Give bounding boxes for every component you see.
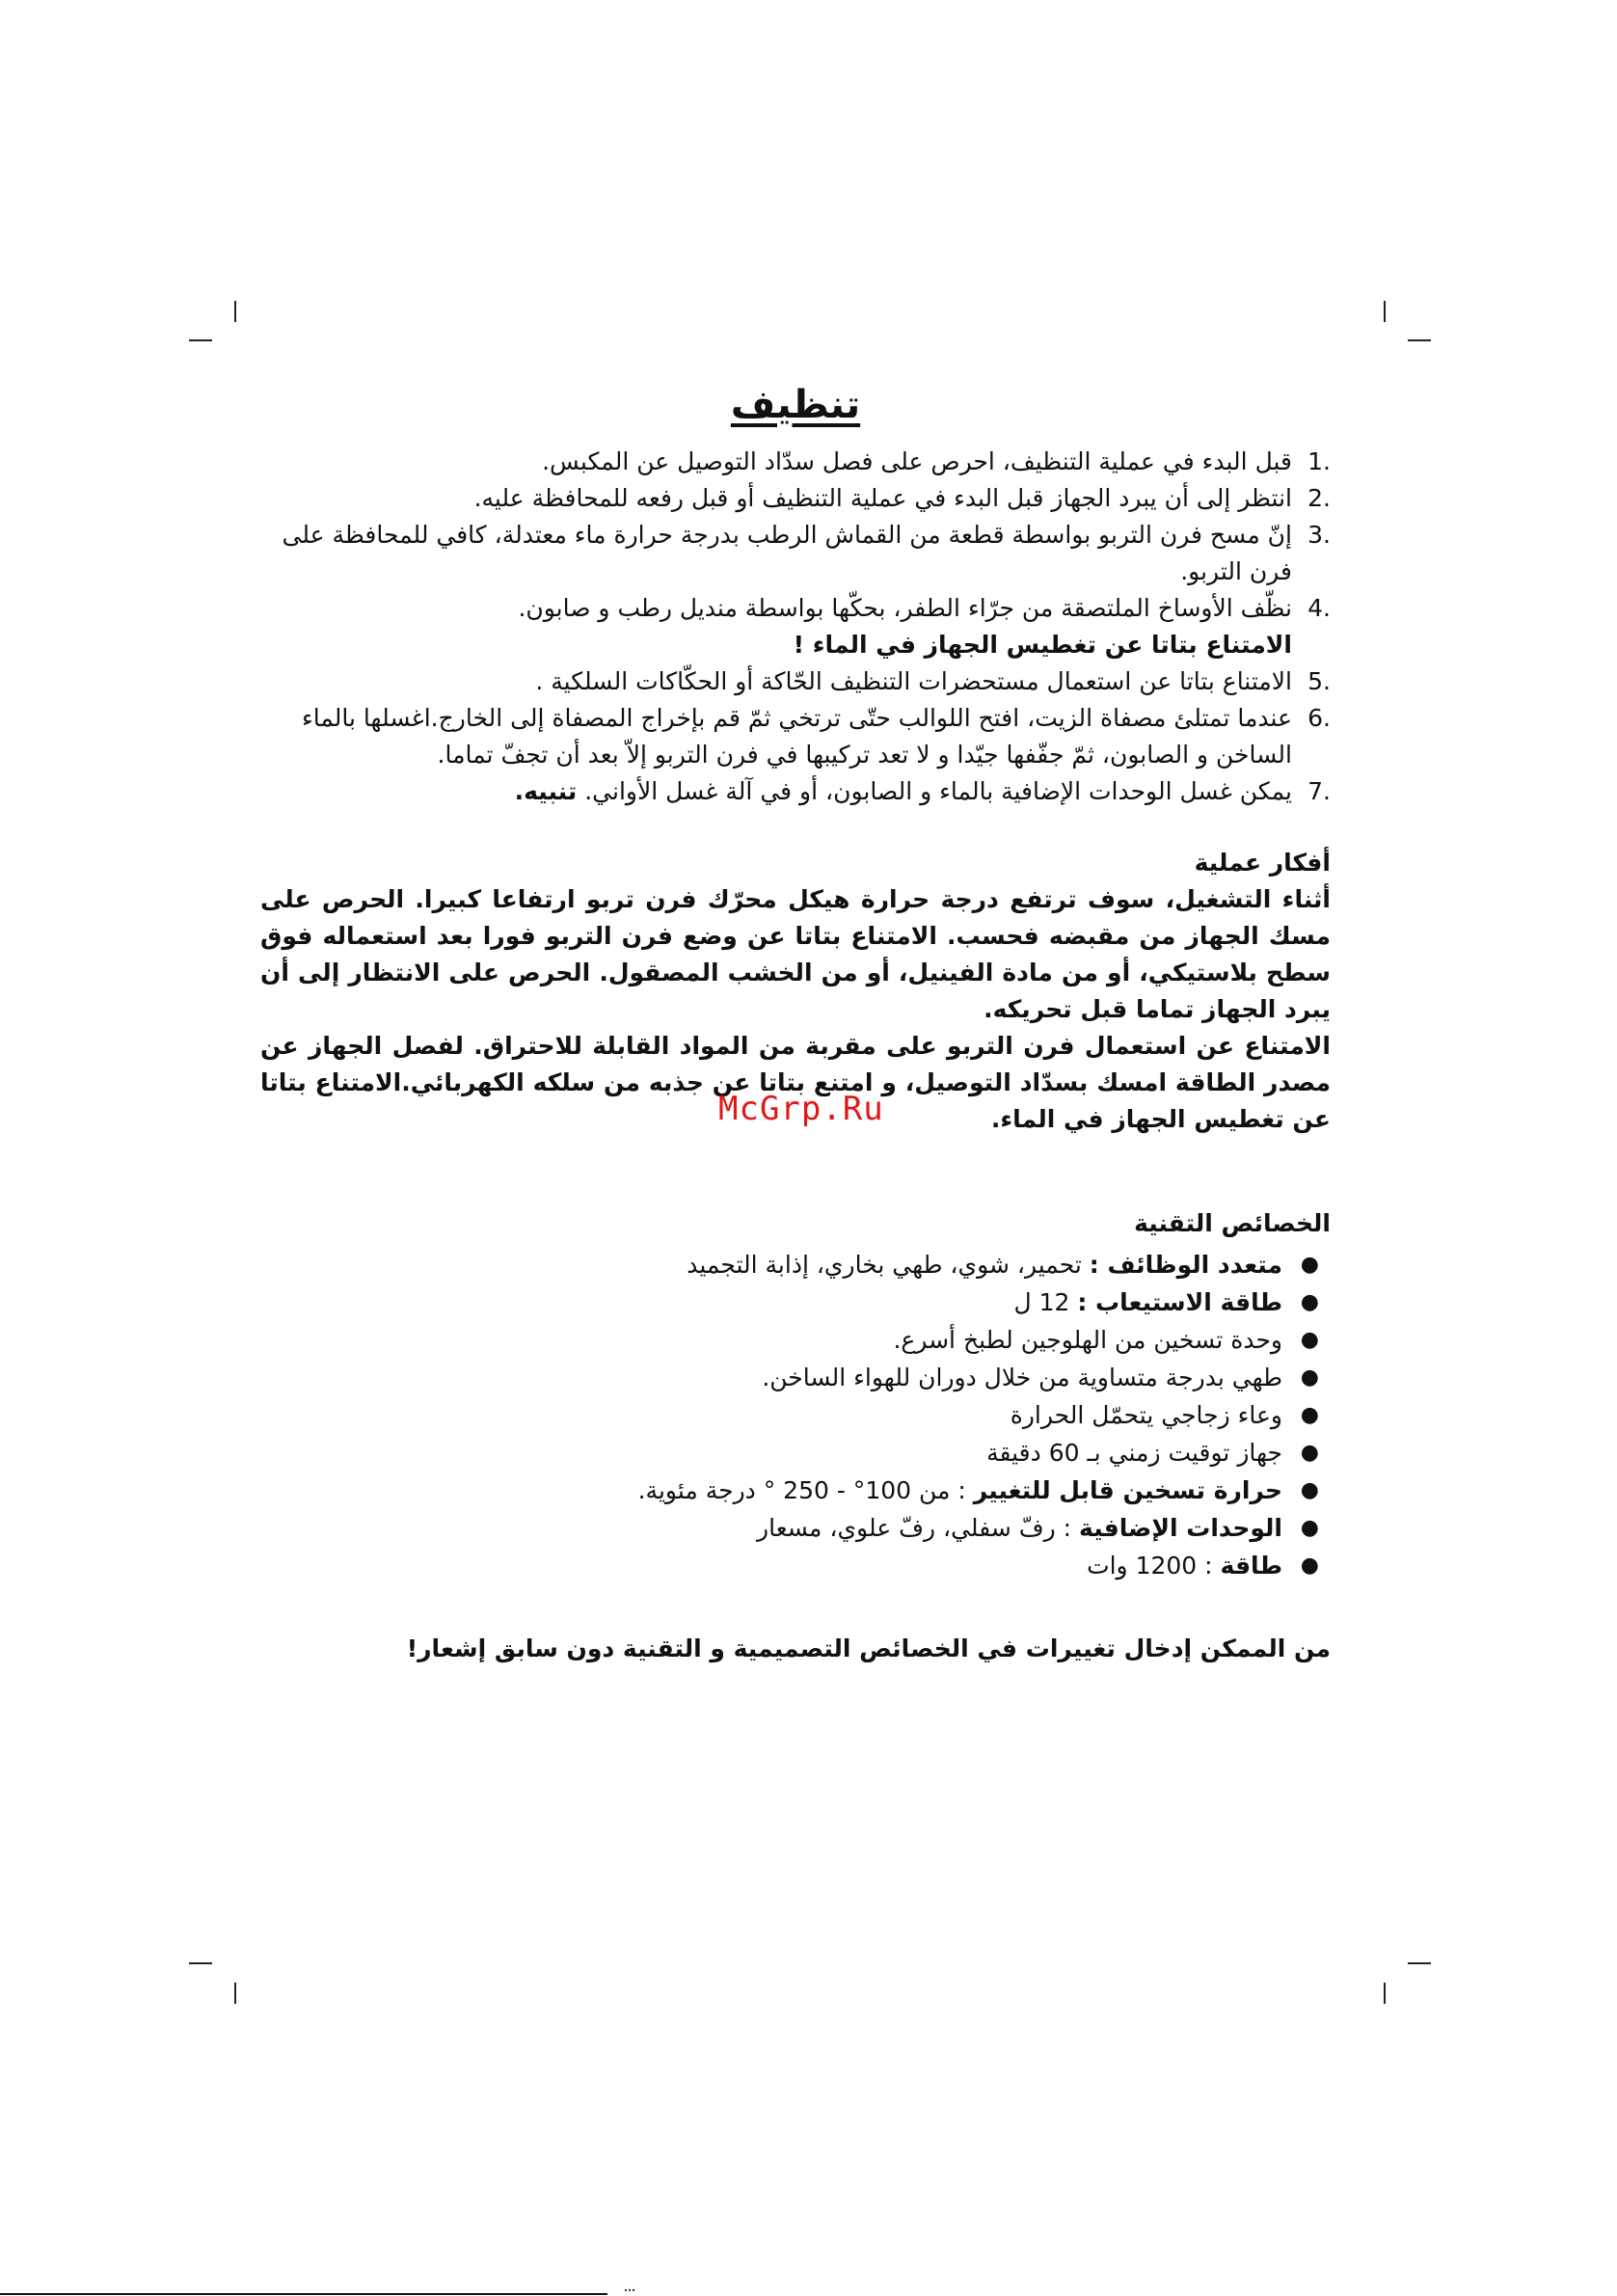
list-item [260,1472,1331,1509]
spec-value: تحمير، شوي، طهي بخاري، إذابة التجميد [687,1251,1090,1279]
bullet-icon: ● [1300,1553,1319,1578]
bullet-icon: ● [1300,1403,1319,1427]
spec-label: متعدد الوظائف : [1089,1251,1282,1279]
list-item [260,1283,1331,1321]
crop-mark [189,339,212,341]
bullet-icon: ● [1300,1328,1319,1352]
spec-value: : 1200 وات [1087,1552,1221,1580]
crop-mark [1384,301,1386,322]
spec-value: : من 100° - 250 ° درجة مئوية. [637,1476,974,1504]
spec-value: طهي بدرجة متساوية من خلال دوران للهواء الساخن. [762,1364,1282,1391]
step-text: الامتناع بتاتا عن استعمال مستحضرات التنظيف الحّاكة أو الحكّاكات السلكية . [535,667,1292,695]
step-text: إنّ مسح فرن التربو بواسطة قطعة من القماش الرطب بدرجة حرارة ماء معتدلة، كافي للمحافظة على فرن التربو. [282,521,1292,585]
step-number: .3 [1307,521,1331,549]
crop-mark [1408,1962,1431,1964]
bottom-mark [625,2289,634,2295]
step-number: .1 [1307,447,1331,475]
step-text: انتظر إلى أن يبرد الجهاز قبل البدء في عملية التنظيف أو قبل رفعه للمحافظة عليه. [473,484,1292,512]
list-item [260,1509,1331,1547]
bullet-icon: ● [1300,1441,1319,1465]
page-title: تنظيف [730,383,861,427]
list-item [260,773,1331,810]
list-item [260,700,1331,773]
list-item [260,1246,1331,1283]
list-item [260,444,1331,480]
tips-paragraph: الامتناع عن استعمال فرن التربو على مقربة من المواد القابلة للاحتراق. لفصل الجهاز عن مصدر الطاقة امسك بسدّاد التوصيل، و امتنع بتاتا عن جذبه من سلكه الكهربائي.الامتناع بتاتا عن تغطيس الجهاز في الماء. [260,1032,1331,1133]
step-note: تنبيه. [514,777,578,805]
specs-heading: الخصائص التقنية [1134,1209,1331,1237]
spec-value: : رفّ سفلي، رفّ علوي، مسعار [757,1514,1080,1542]
step-text: عندما تمتلئ مصفاة الزيت، افتح اللوالب حتّى ترتخي ثمّ قم بإخراج المصفاة إلى الخارج.اغسلها بالماء الساخن و الصابون، ثمّ جفّفها جيّدا و لا تعد تركيبها في فرن التربو إلاّ بعد أن تجفّ تماما. [301,704,1292,769]
water-warning: الامتناع بتاتا عن تغطيس الجهاز في الماء ! [793,631,1292,659]
bullet-icon: ● [1300,1365,1319,1390]
crop-mark [1408,339,1431,341]
tips-heading: أفكار عملية [1194,849,1331,877]
step-text: قبل البدء في عملية التنظيف، احرص على فصل سدّاد التوصيل عن المكبس. [542,447,1292,475]
list-item [260,1396,1331,1434]
spec-value: وعاء زجاجي يتحمّل الحرارة [1010,1401,1282,1429]
bottom-rule [0,2293,607,2295]
list-item [260,1434,1331,1472]
spec-label: طاقة الاستيعاب : [1077,1288,1282,1316]
change-notice: من الممكن إدخال تغييرات في الخصائص التصميمية و التقنية دون سابق إشعار! [406,1634,1331,1662]
cleaning-steps [260,444,1331,810]
tips-paragraph: أثناء التشغيل، سوف ترتفع درجة حرارة هيكل محرّك فرن تربو ارتفاعا كبيرا. الحرص على مسك الجهاز من مقبضه فحسب. الامتناع بتاتا عن وضع فرن التربو فورا بعد استعماله فوق سطح بلاستيكي، أو من مادة الفينيل، أو من الخشب المصقول. الحرص على الانتظار إلى أن يبرد الجهاز تماما قبل تحريكه. [260,885,1331,1023]
watermark-logo: McGrp.Ru [718,1090,884,1128]
crop-mark [234,1983,236,2004]
crop-mark [234,301,236,322]
spec-label: حرارة تسخين قابل للتغيير [973,1476,1282,1504]
list-item [260,663,1331,700]
document-page [260,376,1331,1667]
crop-mark [189,1962,212,1964]
spec-value: جهاز توقيت زمني بـ 60 دقيقة [986,1439,1282,1467]
specs-list [260,1246,1331,1584]
list-item [260,517,1331,590]
list-item [260,1321,1331,1359]
crop-mark [1384,1983,1386,2004]
list-item [260,1359,1331,1396]
spec-value: 12 ل [1013,1288,1078,1316]
step-number: .5 [1307,667,1331,695]
spec-label: الوحدات الإضافية [1079,1514,1282,1542]
spec-value: وحدة تسخين من الهلوجين لطبخ أسرع. [893,1326,1282,1354]
step-number: .7 [1307,777,1331,805]
step-number: .4 [1307,594,1331,622]
bullet-icon: ● [1300,1478,1319,1502]
step-text: نظّف الأوساخ الملتصقة من جرّاء الطفر، بحكّها بواسطة منديل رطب و صابون. [518,594,1292,622]
list-item [260,1547,1331,1584]
step-text: يمكن غسل الوحدات الإضافية بالماء و الصابون، أو في آلة غسل الأواني. [584,777,1292,805]
list-item [260,480,1331,517]
spec-label: طاقة [1220,1552,1282,1580]
list-item [260,590,1331,627]
step-number: .2 [1307,484,1331,512]
bullet-icon: ● [1300,1253,1319,1277]
bullet-icon: ● [1300,1516,1319,1540]
bullet-icon: ● [1300,1290,1319,1314]
step-number: .6 [1307,704,1331,732]
